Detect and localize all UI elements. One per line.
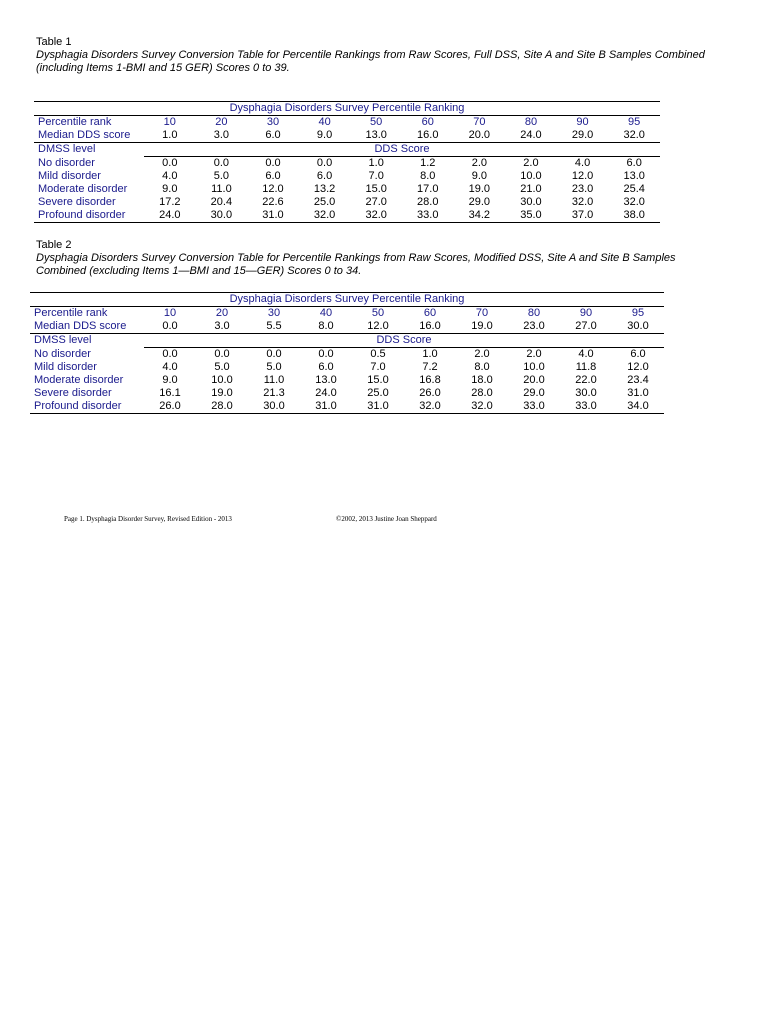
score-cell: 29.0: [468, 196, 491, 208]
table-row: [34, 209, 660, 223]
percentile-cell: 10: [144, 307, 196, 321]
dmss-level-label: Severe disorder: [34, 387, 112, 399]
percentile-row: [30, 307, 664, 321]
score-cell: 0.5: [370, 348, 386, 360]
score-cell: 32.0: [350, 209, 402, 223]
score-cell: 20.0: [523, 374, 545, 386]
percentile-cell: 20: [196, 116, 248, 130]
ranking-header: Dysphagia Disorders Survey Percentile Ranking: [30, 293, 664, 307]
score-cell: 10.0: [520, 170, 542, 182]
score-cell: 11.8: [575, 361, 597, 373]
score-cell: 28.0: [471, 387, 493, 399]
score-cell: 24.0: [144, 209, 196, 223]
median-cell: 9.0: [299, 129, 351, 143]
table2-caption: Dysphagia Disorders Survey Conversion Table for Percentile Rankings from Raw Scores, Modified DSS, Site A and Site B Samples Combined (excluding Items 1—BMI and 15—GER) Scores 0 to 34.: [36, 252, 676, 277]
table-row: [30, 387, 664, 400]
banner-row: [34, 102, 660, 116]
score-cell: 22.6: [262, 196, 284, 208]
score-cell: 19.0: [468, 183, 491, 195]
subheader-row: [34, 143, 660, 157]
score-cell: 25.4: [623, 183, 645, 195]
dmss-level-label: Severe disorder: [38, 196, 116, 208]
median-cell: 23.0: [508, 320, 560, 334]
score-cell: 32.0: [571, 196, 594, 208]
score-cell: 30.0: [248, 400, 300, 414]
score-cell: 9.0: [162, 374, 178, 386]
score-cell: 32.0: [404, 400, 456, 414]
median-cell: 1.0: [144, 129, 196, 143]
score-cell: 9.0: [162, 183, 178, 195]
score-cell: 0.0: [213, 157, 230, 169]
median-cell: 29.0: [557, 129, 609, 143]
score-cell: 5.0: [266, 361, 282, 373]
score-cell: 30.0: [575, 387, 597, 399]
score-cell: 0.0: [214, 348, 230, 360]
score-cell: 21.3: [263, 387, 285, 399]
percentile-cell: 80: [508, 307, 560, 321]
score-cell: 32.0: [299, 209, 351, 223]
score-cell: 13.0: [315, 374, 337, 386]
percentile-cell: 40: [299, 116, 351, 130]
score-cell: 6.0: [265, 170, 281, 182]
dmss-level-label: Moderate disorder: [38, 183, 128, 195]
score-cell: 15.0: [367, 374, 389, 386]
score-cell: 0.0: [266, 348, 282, 360]
percentile-cell: 30: [248, 307, 300, 321]
ranking-header: Dysphagia Disorders Survey Percentile Ranking: [34, 102, 660, 116]
score-cell: 1.0: [368, 157, 384, 169]
table1-label: Table 1: [36, 36, 72, 48]
dmss-level-label: No disorder: [34, 347, 91, 360]
percentile-cell: 70: [456, 307, 508, 321]
median-cell: 3.0: [196, 320, 248, 334]
score-cell: 19.0: [211, 387, 233, 399]
score-cell: 0.0: [316, 157, 333, 169]
percentile-cell: 60: [402, 116, 454, 130]
median-cell: 16.0: [404, 320, 456, 334]
table-row: [30, 400, 664, 414]
score-cell: 30.0: [520, 196, 542, 208]
median-cell: 16.0: [402, 129, 454, 143]
score-cell: 7.2: [422, 361, 438, 373]
percentile-cell: 70: [454, 116, 506, 130]
score-cell: 6.0: [630, 348, 646, 360]
score-cell: 10.0: [211, 374, 233, 386]
score-cell: 33.0: [508, 400, 560, 414]
table-row: [34, 170, 660, 183]
score-cell: 11.0: [211, 183, 232, 195]
score-cell: 31.0: [247, 209, 299, 223]
score-cell: 34.2: [454, 209, 506, 223]
score-cell: 31.0: [627, 387, 649, 399]
score-cell: 17.0: [417, 183, 439, 195]
score-cell: 1.0: [422, 348, 438, 360]
score-cell: 17.2: [159, 196, 181, 208]
score-cell: 8.0: [420, 170, 436, 182]
score-cell: 1.2: [420, 157, 436, 169]
score-cell: 25.0: [313, 196, 336, 208]
percentile-cell: 95: [612, 307, 664, 321]
percentile-row: [34, 116, 660, 130]
footer-left: Page 1. Dysphagia Disorder Survey, Revised Edition - 2013: [64, 515, 232, 523]
score-cell: 20.4: [210, 196, 233, 208]
score-cell: 16.8: [419, 374, 441, 386]
percentile-cell: 60: [404, 307, 456, 321]
median-cell: 32.0: [608, 129, 660, 143]
percentile-label: Percentile rank: [30, 307, 144, 321]
percentile-cell: 40: [300, 307, 352, 321]
dmss-level-label: Mild disorder: [34, 361, 97, 373]
score-cell: 8.0: [474, 361, 490, 373]
score-cell: 0.0: [162, 348, 178, 360]
score-cell: 34.0: [612, 400, 664, 414]
score-cell: 15.0: [365, 183, 387, 195]
score-cell: 2.0: [471, 157, 487, 169]
table2: [30, 292, 664, 414]
median-label: Median DDS score: [30, 320, 144, 334]
score-cell: 26.0: [144, 400, 196, 414]
score-cell: 29.0: [523, 387, 545, 399]
median-cell: 8.0: [300, 320, 352, 334]
score-cell: 22.0: [575, 374, 597, 386]
median-cell: 13.0: [350, 129, 402, 143]
score-cell: 33.0: [402, 209, 454, 223]
score-cell: 33.0: [560, 400, 612, 414]
score-cell: 23.0: [571, 183, 594, 195]
score-cell: 7.0: [368, 170, 384, 182]
score-cell: 18.0: [471, 374, 493, 386]
score-cell: 6.0: [316, 170, 333, 182]
table-row: [34, 196, 660, 209]
median-cell: 19.0: [456, 320, 508, 334]
score-cell: 7.0: [370, 361, 386, 373]
score-cell: 31.0: [352, 400, 404, 414]
table-row: [30, 374, 664, 387]
median-label: Median DDS score: [34, 129, 144, 143]
score-cell: 26.0: [419, 387, 441, 399]
dmss-level-label: Moderate disorder: [34, 374, 124, 386]
score-cell: 6.0: [626, 157, 642, 169]
score-cell: 4.0: [574, 157, 591, 169]
score-cell: 2.0: [523, 157, 539, 169]
score-cell: 0.0: [265, 157, 281, 169]
score-cell: 4.0: [162, 170, 178, 182]
table2-label: Table 2: [36, 239, 72, 251]
table-row: [30, 361, 664, 374]
table-row: [30, 348, 664, 362]
score-cell: 13.0: [623, 170, 645, 182]
median-cell: 12.0: [352, 320, 404, 334]
median-cell: 30.0: [612, 320, 664, 334]
percentile-cell: 80: [505, 116, 557, 130]
score-cell: 4.0: [578, 348, 594, 360]
score-cell: 37.0: [557, 209, 609, 223]
score-cell: 6.0: [318, 361, 334, 373]
dmss-level-label: Profound disorder: [34, 209, 144, 223]
dds-score-header: DDS Score: [144, 143, 660, 157]
subheader-row: [30, 334, 664, 348]
median-cell: 6.0: [247, 129, 299, 143]
table1-caption: Dysphagia Disorders Survey Conversion Table for Percentile Rankings from Raw Scores, Full DSS, Site A and Site B Samples Combined (including Items 1-BMI and 15 GER) Scores 0 to 39.: [36, 49, 705, 74]
score-cell: 9.0: [471, 170, 487, 182]
median-row: [34, 129, 660, 143]
table1: [34, 101, 660, 223]
dmss-level-label: Mild disorder: [38, 170, 101, 182]
percentile-cell: 50: [350, 116, 402, 130]
dmss-label: DMSS level: [38, 143, 96, 156]
score-cell: 32.0: [456, 400, 508, 414]
score-cell: 12.0: [571, 170, 594, 182]
score-cell: 24.0: [315, 387, 337, 399]
percentile-cell: 30: [247, 116, 299, 130]
score-cell: 38.0: [608, 209, 660, 223]
median-cell: 27.0: [560, 320, 612, 334]
percentile-cell: 90: [557, 116, 609, 130]
median-cell: 3.0: [196, 129, 248, 143]
score-cell: 13.2: [313, 183, 336, 195]
percentile-label: Percentile rank: [34, 116, 144, 130]
score-cell: 12.0: [262, 183, 284, 195]
score-cell: 10.0: [523, 361, 545, 373]
score-cell: 4.0: [162, 361, 178, 373]
score-cell: 30.0: [196, 209, 248, 223]
median-cell: 20.0: [454, 129, 506, 143]
footer-right: ©2002, 2013 Justine Joan Sheppard: [336, 515, 437, 523]
score-cell: 0.0: [162, 157, 178, 169]
percentile-cell: 10: [144, 116, 196, 130]
score-cell: 32.0: [623, 196, 645, 208]
median-row: [30, 320, 664, 334]
dmss-level-label: No disorder: [38, 156, 95, 169]
score-cell: 35.0: [505, 209, 557, 223]
score-cell: 27.0: [365, 196, 387, 208]
score-cell: 2.0: [474, 348, 490, 360]
score-cell: 28.0: [196, 400, 248, 414]
dmss-label: DMSS level: [34, 334, 92, 347]
percentile-cell: 95: [608, 116, 660, 130]
dmss-level-label: Profound disorder: [30, 400, 144, 414]
score-cell: 23.4: [627, 374, 649, 386]
score-cell: 25.0: [367, 387, 389, 399]
dds-score-header: DDS Score: [144, 334, 664, 348]
banner-row: [30, 293, 664, 307]
score-cell: 2.0: [526, 348, 542, 360]
score-cell: 5.0: [213, 170, 230, 182]
median-cell: 24.0: [505, 129, 557, 143]
percentile-cell: 50: [352, 307, 404, 321]
score-cell: 0.0: [318, 348, 334, 360]
score-cell: 21.0: [520, 183, 542, 195]
percentile-cell: 90: [560, 307, 612, 321]
median-cell: 0.0: [144, 320, 196, 334]
table-row: [34, 183, 660, 196]
percentile-cell: 20: [196, 307, 248, 321]
score-cell: 11.0: [263, 374, 285, 386]
table-row: [34, 157, 660, 171]
score-cell: 12.0: [627, 361, 649, 373]
score-cell: 31.0: [300, 400, 352, 414]
score-cell: 5.0: [214, 361, 230, 373]
median-cell: 5.5: [248, 320, 300, 334]
score-cell: 16.1: [159, 387, 181, 399]
score-cell: 28.0: [417, 196, 439, 208]
